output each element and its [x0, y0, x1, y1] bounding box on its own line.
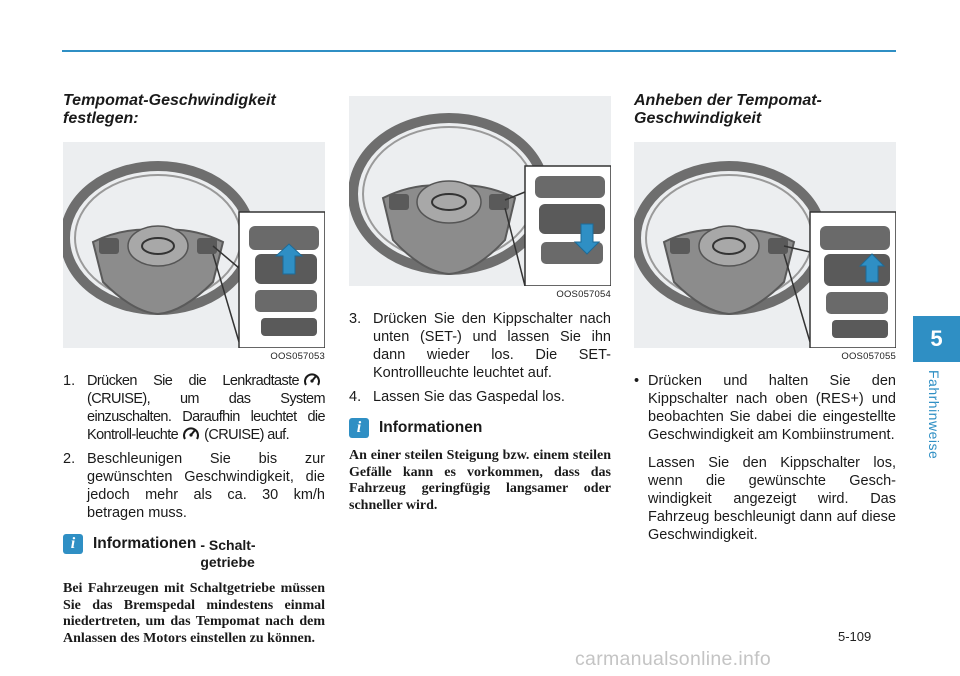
- page-number: 5-109: [838, 629, 872, 644]
- steps-list: [63, 372, 325, 522]
- step-item: [349, 310, 611, 382]
- steering-wheel-illustration: [634, 142, 896, 348]
- steering-wheel-illustration: [349, 96, 611, 286]
- column-left: [63, 92, 325, 647]
- step-number: 1.: [63, 373, 76, 389]
- cruise-icon: [303, 372, 321, 388]
- info-icon: i: [349, 418, 369, 438]
- section-title-set-speed: Tempomat-Geschwindigkeit festlegen:: [63, 92, 276, 127]
- info-icon: i: [63, 534, 83, 554]
- step-item: [63, 450, 325, 522]
- step-item: [63, 372, 325, 444]
- info-title: Informationen: [93, 535, 197, 552]
- steering-wheel-illustration: [63, 142, 325, 348]
- section-title-increase-speed: Anheben der Tempomat- Geschwindigkeit: [634, 92, 822, 127]
- bullet-dot: •: [634, 373, 640, 389]
- bullet-list: [634, 372, 896, 544]
- bullet-item: [634, 372, 896, 544]
- step-number: 4.: [349, 389, 362, 405]
- step-number: 2.: [63, 451, 76, 467]
- info-text-manual: Bei Fahrzeugen mit Schaltgetriebe müssen Sie das Bremspedal mindestens einmal niedertreten, um das Tempomat nach dem Anlassen des Motors einstellen zu können.: [63, 581, 325, 646]
- figure-code: OOS057053: [270, 351, 325, 362]
- info-header-manual: [63, 534, 325, 571]
- bullet-text: Drücken und halten Sie den Kippschalter nach oben (RES+) und beobachten Sie dabei die eingestellte Geschwindigkeit am Kombiinstrument.: [648, 373, 896, 443]
- steps-list: [349, 310, 611, 406]
- info-text-slope: An einer steilen Steigung bzw. einem steilen Gefälle kann es vorkommen, dass das Fahrzeug geringfügig langsamer oder schneller wird.: [349, 448, 611, 513]
- figure-code: OOS057055: [841, 351, 896, 362]
- step-text: Drücken Sie die Lenkradtaste (CRUISE), um das System einzuschalten. Daraufhin leuchtet die Kontroll-leuchte (CRUISE) auf.: [87, 373, 325, 443]
- step-number: 3.: [349, 311, 362, 327]
- step-text: Drücken Sie den Kippschalter nach unten (SET-) und lassen Sie ihn dann wieder los. Die SET-Kontrollleuchte leuchtet auf.: [373, 311, 611, 381]
- figure-steering-wheel-2: [349, 96, 611, 286]
- info-title: Informationen: [379, 419, 483, 436]
- info-header-slope: [349, 418, 611, 438]
- figure-code: OOS057054: [556, 289, 611, 300]
- chapter-tab: 5: [913, 316, 960, 362]
- bullet-text-continued: Lassen Sie den Kippschalter los, wenn die gewünschte Gesch-windigkeit angezeigt wird. Das Fahrzeug beschleunigt dann auf diese Geschwindigkeit.: [648, 455, 896, 543]
- cruise-indicator-icon: [182, 426, 200, 442]
- top-rule: [62, 50, 896, 52]
- chapter-label: Fahrhinweise: [926, 370, 942, 460]
- figure-steering-wheel-3: [634, 142, 896, 348]
- step-text: Lassen Sie das Gaspedal los.: [373, 389, 565, 405]
- column-middle: [349, 96, 611, 514]
- step-item: [349, 388, 611, 406]
- info-subtitle: - Schalt- getriebe: [200, 537, 256, 570]
- step-text: Beschleunigen Sie bis zur gewünschten Geschwindigkeit, die jedoch mehr als ca. 30 km/h betragen muss.: [87, 451, 325, 521]
- column-right: [634, 92, 896, 544]
- figure-steering-wheel-1: [63, 142, 325, 348]
- watermark: carmanualsonline.info: [575, 648, 771, 670]
